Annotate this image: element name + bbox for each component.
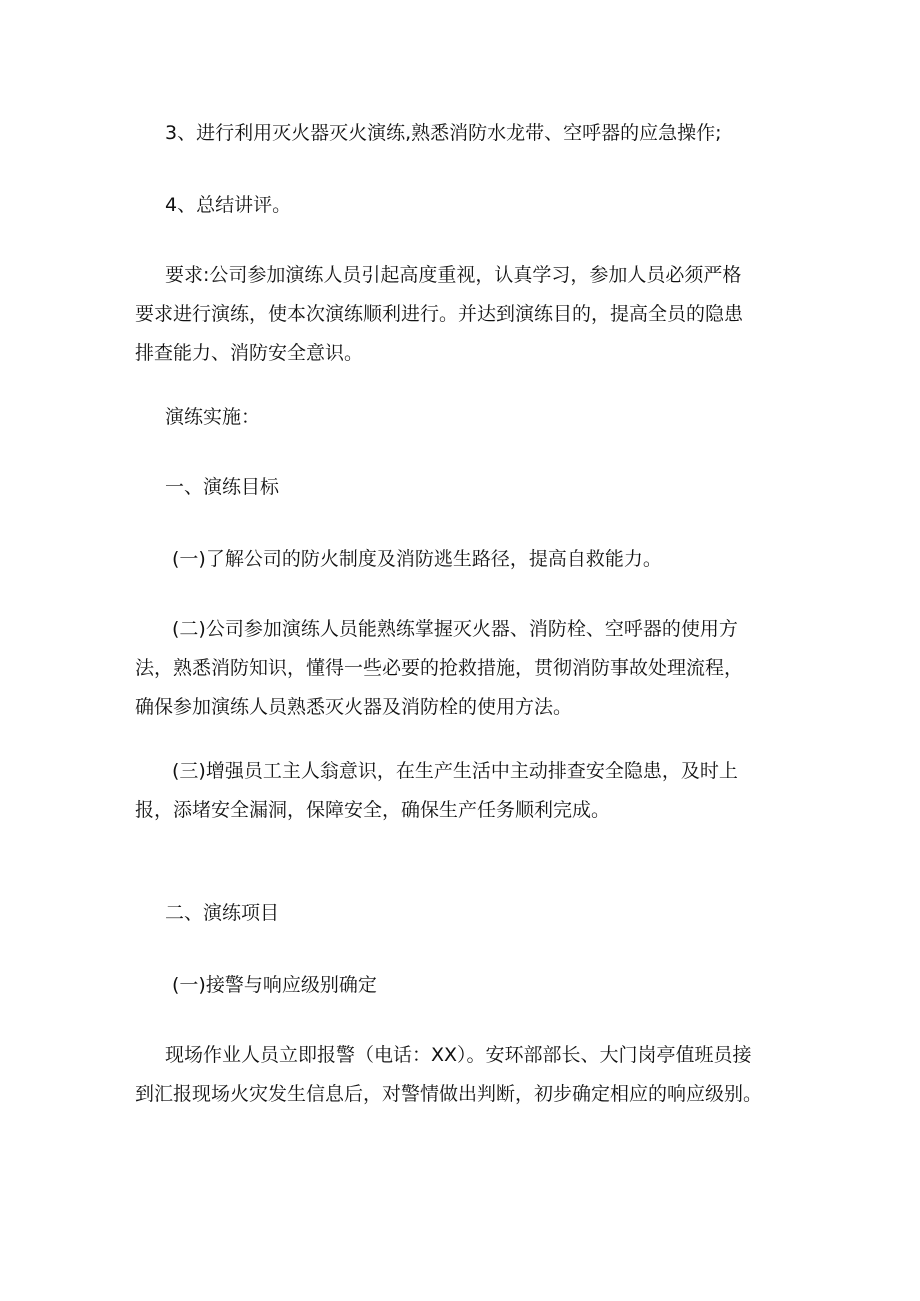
text-line: 要求:公司参加演练人员引起高度重视，认真学习，参加人员必须严格 xyxy=(165,264,742,286)
text-line: 法，熟悉消防知识，懂得一些必要的抢救措施，贯彻消防事故处理流程， xyxy=(135,657,744,679)
goal-3-paragraph xyxy=(135,752,795,830)
text-line: (二)公司参加演练人员能熟练掌握灭火器、消防栓、空呼器的使用方 xyxy=(172,618,738,640)
text-line: (一)了解公司的防火制度及消防逃生路径，提高自救能力。 xyxy=(172,548,662,570)
text-line: 二、演练项目 xyxy=(165,902,280,924)
goal-2-paragraph xyxy=(135,610,795,727)
text-line: 3、进行利用灭火器灭火演练,熟悉消防水龙带、空呼器的应急操作; xyxy=(165,122,722,144)
alarm-paragraph xyxy=(135,1036,795,1114)
goal-1-paragraph xyxy=(172,540,832,579)
text-line: 4、总结讲评。 xyxy=(165,194,292,216)
item-1-heading xyxy=(172,966,832,1005)
text-line: 一、演练目标 xyxy=(165,476,280,498)
drill-implementation-heading xyxy=(165,398,825,437)
text-line: 确保参加演练人员熟悉灭火器及消防栓的使用方法。 xyxy=(135,696,573,718)
requirements-paragraph xyxy=(135,256,795,373)
step-3-paragraph xyxy=(165,114,825,153)
section-1-heading xyxy=(165,468,825,507)
text-line: 现场作业人员立即报警（电话：XX）。安环部部长、大门岗亭值班员接 xyxy=(165,1044,752,1066)
text-line: (一)接警与响应级别确定 xyxy=(172,974,377,996)
text-line: 演练实施： xyxy=(165,406,261,428)
text-line: 报，添堵安全漏洞，保障安全，确保生产任务顺利完成。 xyxy=(135,799,611,821)
step-4-paragraph xyxy=(165,186,825,225)
text-line: 要求进行演练，使本次演练顺利进行。并达到演练目的，提高全员的隐患 xyxy=(135,303,744,325)
text-line: (三)增强员工主人翁意识，在生产生活中主动排查安全隐患，及时上 xyxy=(172,760,738,782)
section-2-heading xyxy=(165,894,825,933)
text-line: 排查能力、消防安全意识。 xyxy=(135,342,364,364)
text-line: 到汇报现场火灾发生信息后，对警情做出判断，初步确定相应的响应级别。 xyxy=(135,1083,763,1105)
